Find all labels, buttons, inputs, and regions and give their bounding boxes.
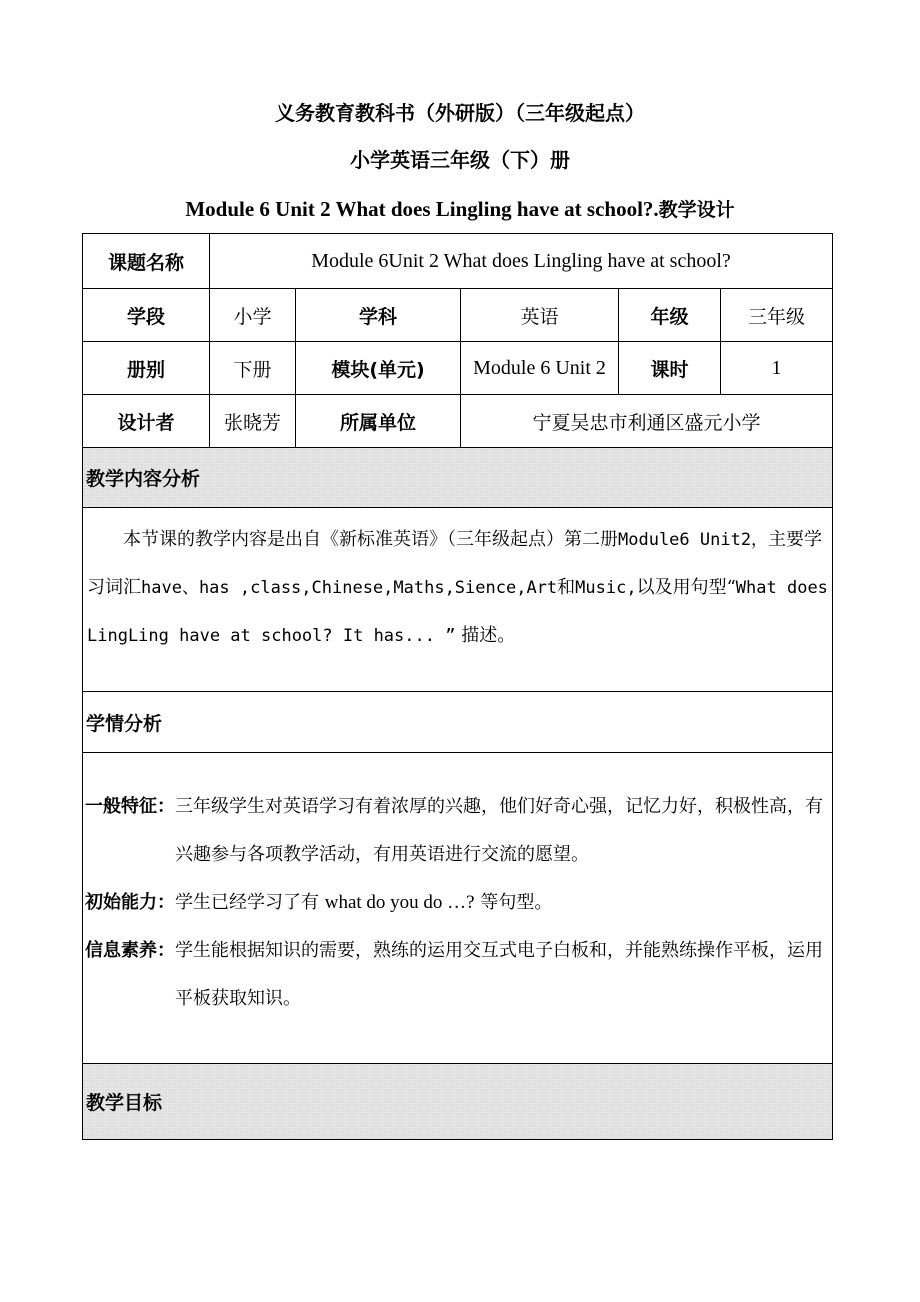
row-learner-text xyxy=(83,753,833,1064)
learner-analysis-heading: 学情分析 xyxy=(83,692,833,753)
row-topic xyxy=(83,234,833,289)
general-traits-text: 三年级学生对英语学习有着浓厚的兴趣，他们好奇心强，记忆力好，积极性高，有兴趣参与各项教学活动，有用英语进行交流的愿望。 xyxy=(175,796,823,865)
doc-title-line3 xyxy=(0,196,920,223)
volume-value: 下册 xyxy=(210,342,296,395)
content-analysis-paragraph: 本节课的教学内容是出自《新标准英语》（三年级起点）第二册Module6 Unit2，主要学习词汇have、has ,class,Chinese,Maths,Sience,Art和Music,以及用句型“What does LingLing have at school? It has... ” 描述。 xyxy=(87,529,828,646)
volume-label: 册别 xyxy=(83,342,210,395)
grade-value: 三年级 xyxy=(721,289,833,342)
row-content-heading xyxy=(83,448,833,508)
content-analysis-heading: 教学内容分析 xyxy=(83,448,833,508)
row-stage xyxy=(83,289,833,342)
module-value: Module 6 Unit 2 xyxy=(461,342,619,395)
lesson-plan-table xyxy=(82,233,833,1140)
row-content-text xyxy=(83,508,833,692)
info-literacy-label: 信息素养： xyxy=(85,940,175,961)
learner-analysis-body xyxy=(83,753,833,1064)
designer-label: 设计者 xyxy=(83,395,210,448)
info-literacy xyxy=(85,927,832,1023)
content-analysis-body xyxy=(83,508,833,692)
unit-value: 宁夏吴忠市利通区盛元小学 xyxy=(461,395,833,448)
period-label: 课时 xyxy=(619,342,721,395)
designer-value: 张晓芳 xyxy=(210,395,296,448)
initial-ability-text: 学生已经学习了有 what do you do …? 等句型。 xyxy=(175,892,553,913)
objectives-heading: 教学目标 xyxy=(83,1064,833,1140)
info-literacy-text: 学生能根据知识的需要，熟练的运用交互式电子白板和，并能熟练操作平板，运用平板获取知识。 xyxy=(175,940,823,1009)
doc-title-line2: 小学英语三年级（下）册 xyxy=(350,148,570,172)
subject-value: 英语 xyxy=(461,289,619,342)
row-designer xyxy=(83,395,833,448)
general-traits-label: 一般特征： xyxy=(85,796,175,817)
doc-title-en: Module 6 Unit 2 What does Lingling have at school?. xyxy=(185,197,659,221)
topic-value: Module 6Unit 2 What does Lingling have at school? xyxy=(210,234,833,289)
topic-label: 课题名称 xyxy=(83,234,210,289)
doc-title-line1: 义务教育教科书（外研版）（三年级起点） xyxy=(275,101,645,125)
subject-label: 学科 xyxy=(296,289,461,342)
initial-ability-label: 初始能力： xyxy=(85,892,175,913)
stage-value: 小学 xyxy=(210,289,296,342)
stage-label: 学段 xyxy=(83,289,210,342)
period-value: 1 xyxy=(721,342,833,395)
row-volume xyxy=(83,342,833,395)
grade-label: 年级 xyxy=(619,289,721,342)
module-label: 模块(单元) xyxy=(296,342,461,395)
initial-ability xyxy=(85,879,832,927)
unit-label: 所属单位 xyxy=(296,395,461,448)
doc-title-cn: 教学设计 xyxy=(658,199,735,221)
row-learner-heading xyxy=(83,692,833,753)
general-traits xyxy=(85,783,832,879)
row-objectives-heading xyxy=(83,1064,833,1140)
